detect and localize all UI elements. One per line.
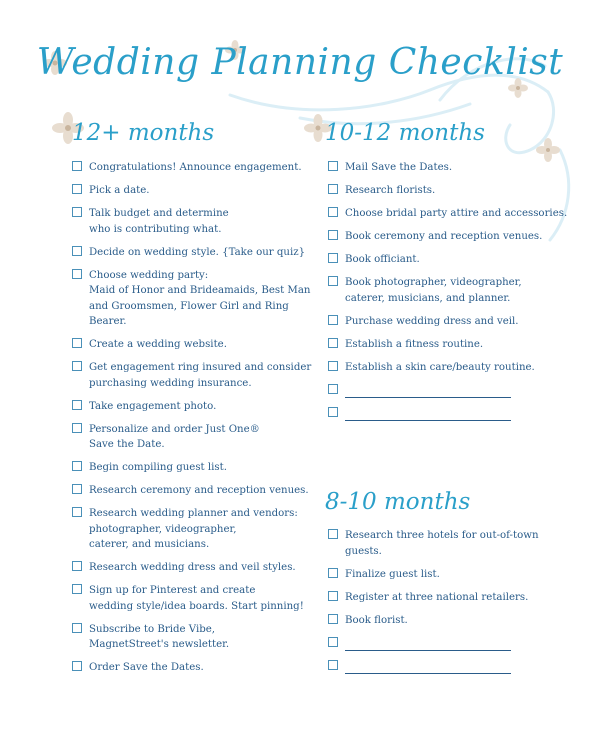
checklist-item bbox=[72, 337, 322, 353]
checklist-item-text: Sign up for Pinterest and create bbox=[89, 585, 256, 596]
checklist-item-text: Research ceremony and reception venues. bbox=[89, 485, 309, 496]
checklist-item bbox=[328, 337, 578, 353]
checklist-item-text: Take engagement photo. bbox=[89, 400, 217, 412]
checklist-item-text: Establish a skin care/beauty routine. bbox=[345, 361, 535, 373]
checkbox[interactable] bbox=[72, 361, 82, 371]
checklist-item-text: Maid of Honor and Brideamaids, Best Man bbox=[89, 285, 311, 296]
checkbox[interactable] bbox=[328, 161, 338, 171]
checklist-item bbox=[72, 560, 322, 576]
checklist-blank-item bbox=[328, 659, 578, 675]
checkbox[interactable] bbox=[72, 161, 82, 171]
checklist-item bbox=[72, 660, 322, 676]
checklist-item-text: who is contributing what. bbox=[89, 223, 222, 235]
checkbox[interactable] bbox=[328, 207, 338, 217]
checkbox[interactable] bbox=[328, 384, 338, 394]
checklist-item bbox=[72, 399, 322, 415]
checklist-item-text: Research wedding planner and vendors: bbox=[89, 508, 298, 519]
checkbox[interactable] bbox=[328, 253, 338, 263]
checklist-item-text: Finalize guest list. bbox=[345, 568, 440, 580]
checklist-8-10-months bbox=[328, 528, 578, 682]
checkbox[interactable] bbox=[72, 484, 82, 494]
checkbox[interactable] bbox=[72, 400, 82, 410]
checklist-item-text: MagnetStreet's newsletter. bbox=[89, 639, 230, 650]
checkbox[interactable] bbox=[328, 184, 338, 194]
checklist-item-text: Choose wedding party: bbox=[89, 269, 209, 281]
checkbox[interactable] bbox=[72, 207, 82, 217]
checklist-item bbox=[328, 528, 578, 559]
checklist-item-text: Order Save the Dates. bbox=[89, 662, 204, 673]
checkbox[interactable] bbox=[328, 591, 338, 601]
checklist-item-text: photographer, videographer, bbox=[89, 523, 237, 535]
checkbox[interactable] bbox=[328, 361, 338, 371]
checklist-item-text: caterer, and musicians. bbox=[89, 539, 210, 550]
checklist-item bbox=[328, 360, 578, 376]
section-title-12-plus-months: 12+ months bbox=[72, 120, 215, 146]
checklist-item bbox=[328, 590, 578, 606]
checklist-item bbox=[72, 183, 322, 199]
checklist-item-text: and Groomsmen, Flower Girl and Ring Bearer. bbox=[89, 300, 289, 327]
checkbox[interactable] bbox=[328, 276, 338, 286]
checklist-item-text: Talk budget and determine bbox=[89, 208, 229, 219]
checklist-item bbox=[72, 422, 322, 453]
checklist-item-text: Pick a date. bbox=[89, 185, 150, 196]
checkbox[interactable] bbox=[72, 461, 82, 471]
checklist-item-text: Research florists. bbox=[345, 185, 436, 196]
checklist-item bbox=[328, 206, 578, 222]
checklist-item bbox=[328, 613, 578, 629]
checklist-item bbox=[328, 275, 578, 306]
checklist-item-text: Purchase wedding dress and veil. bbox=[345, 315, 519, 327]
blank-write-in-line[interactable] bbox=[345, 386, 511, 398]
checklist-12-plus-months bbox=[72, 160, 322, 683]
checkbox[interactable] bbox=[72, 507, 82, 517]
checkbox[interactable] bbox=[328, 637, 338, 647]
checklist-item-text: Research three hotels for out-of-town guests. bbox=[345, 530, 539, 557]
checklist-item-text: Get engagement ring insured and consider bbox=[89, 362, 312, 373]
checklist-item-text: Book florist. bbox=[345, 614, 408, 626]
checklist-item bbox=[328, 160, 578, 176]
checklist-item bbox=[328, 183, 578, 199]
checklist-item-text: Personalize and order Just One® bbox=[89, 423, 260, 435]
checkbox[interactable] bbox=[328, 338, 338, 348]
checkbox[interactable] bbox=[72, 184, 82, 194]
checklist-item-text: caterer, musicians, and planner. bbox=[345, 292, 511, 304]
checkbox[interactable] bbox=[328, 660, 338, 670]
checkbox[interactable] bbox=[72, 423, 82, 433]
section-title-10-12-months: 10-12 months bbox=[325, 120, 485, 146]
checklist-item bbox=[72, 483, 322, 499]
checklist-item-text: Save the Date. bbox=[89, 439, 165, 450]
checklist-10-12-months bbox=[328, 160, 578, 429]
checklist-item-text: Congratulations! Announce engagement. bbox=[89, 162, 302, 173]
checkbox[interactable] bbox=[72, 584, 82, 594]
checkbox[interactable] bbox=[328, 568, 338, 578]
checklist-item-text: Register at three national retailers. bbox=[345, 591, 529, 603]
checklist-item bbox=[72, 360, 322, 391]
checklist-item bbox=[72, 245, 322, 261]
checklist-item-text: Research wedding dress and veil styles. bbox=[89, 562, 296, 573]
checkbox[interactable] bbox=[328, 230, 338, 240]
page-title: Wedding Planning Checklist bbox=[36, 42, 564, 83]
blank-write-in-line[interactable] bbox=[345, 662, 511, 674]
checklist-item-text: Book officiant. bbox=[345, 254, 420, 265]
checklist-item bbox=[72, 160, 322, 176]
checkbox[interactable] bbox=[328, 614, 338, 624]
checklist-item-text: Create a wedding website. bbox=[89, 339, 227, 350]
checklist-item-text: Choose bridal party attire and accessories. bbox=[345, 208, 568, 219]
checklist-item bbox=[328, 314, 578, 330]
checkbox[interactable] bbox=[328, 407, 338, 417]
checkbox[interactable] bbox=[72, 269, 82, 279]
checklist-item bbox=[72, 206, 322, 237]
checklist-item-text: Establish a fitness routine. bbox=[345, 338, 484, 350]
checklist-item bbox=[72, 583, 322, 614]
checklist-blank-item bbox=[328, 406, 578, 422]
checkbox[interactable] bbox=[328, 529, 338, 539]
blank-write-in-line[interactable] bbox=[345, 639, 511, 651]
checklist-item-text: Book ceremony and reception venues. bbox=[345, 231, 543, 242]
checklist-item bbox=[72, 460, 322, 476]
blank-write-in-line[interactable] bbox=[345, 409, 511, 421]
checkbox[interactable] bbox=[72, 561, 82, 571]
checklist-item bbox=[72, 506, 322, 553]
checkbox[interactable] bbox=[328, 315, 338, 325]
checklist-blank-item bbox=[328, 636, 578, 652]
checklist-blank-item bbox=[328, 383, 578, 399]
checkbox[interactable] bbox=[72, 246, 82, 256]
checklist-item-text: Book photographer, videographer, bbox=[345, 277, 522, 288]
checklist-item bbox=[72, 622, 322, 653]
section-title-8-10-months: 8-10 months bbox=[325, 489, 471, 515]
checklist-item bbox=[328, 252, 578, 268]
checklist-item-text: Subscribe to Bride Vibe, bbox=[89, 623, 216, 635]
checkbox[interactable] bbox=[72, 661, 82, 671]
checklist-item-text: Begin compiling guest list. bbox=[89, 462, 227, 473]
checkbox[interactable] bbox=[72, 338, 82, 348]
checklist-item bbox=[328, 229, 578, 245]
checklist-item bbox=[328, 567, 578, 583]
checklist-item-text: Mail Save the Dates. bbox=[345, 162, 453, 173]
checklist-item-text: purchasing wedding insurance. bbox=[89, 377, 252, 389]
checklist-item bbox=[72, 268, 322, 330]
checkbox[interactable] bbox=[72, 623, 82, 633]
checklist-item-text: Decide on wedding style. {Take our quiz} bbox=[89, 246, 306, 258]
checklist-item-text: wedding style/idea boards. Start pinning! bbox=[89, 600, 304, 612]
